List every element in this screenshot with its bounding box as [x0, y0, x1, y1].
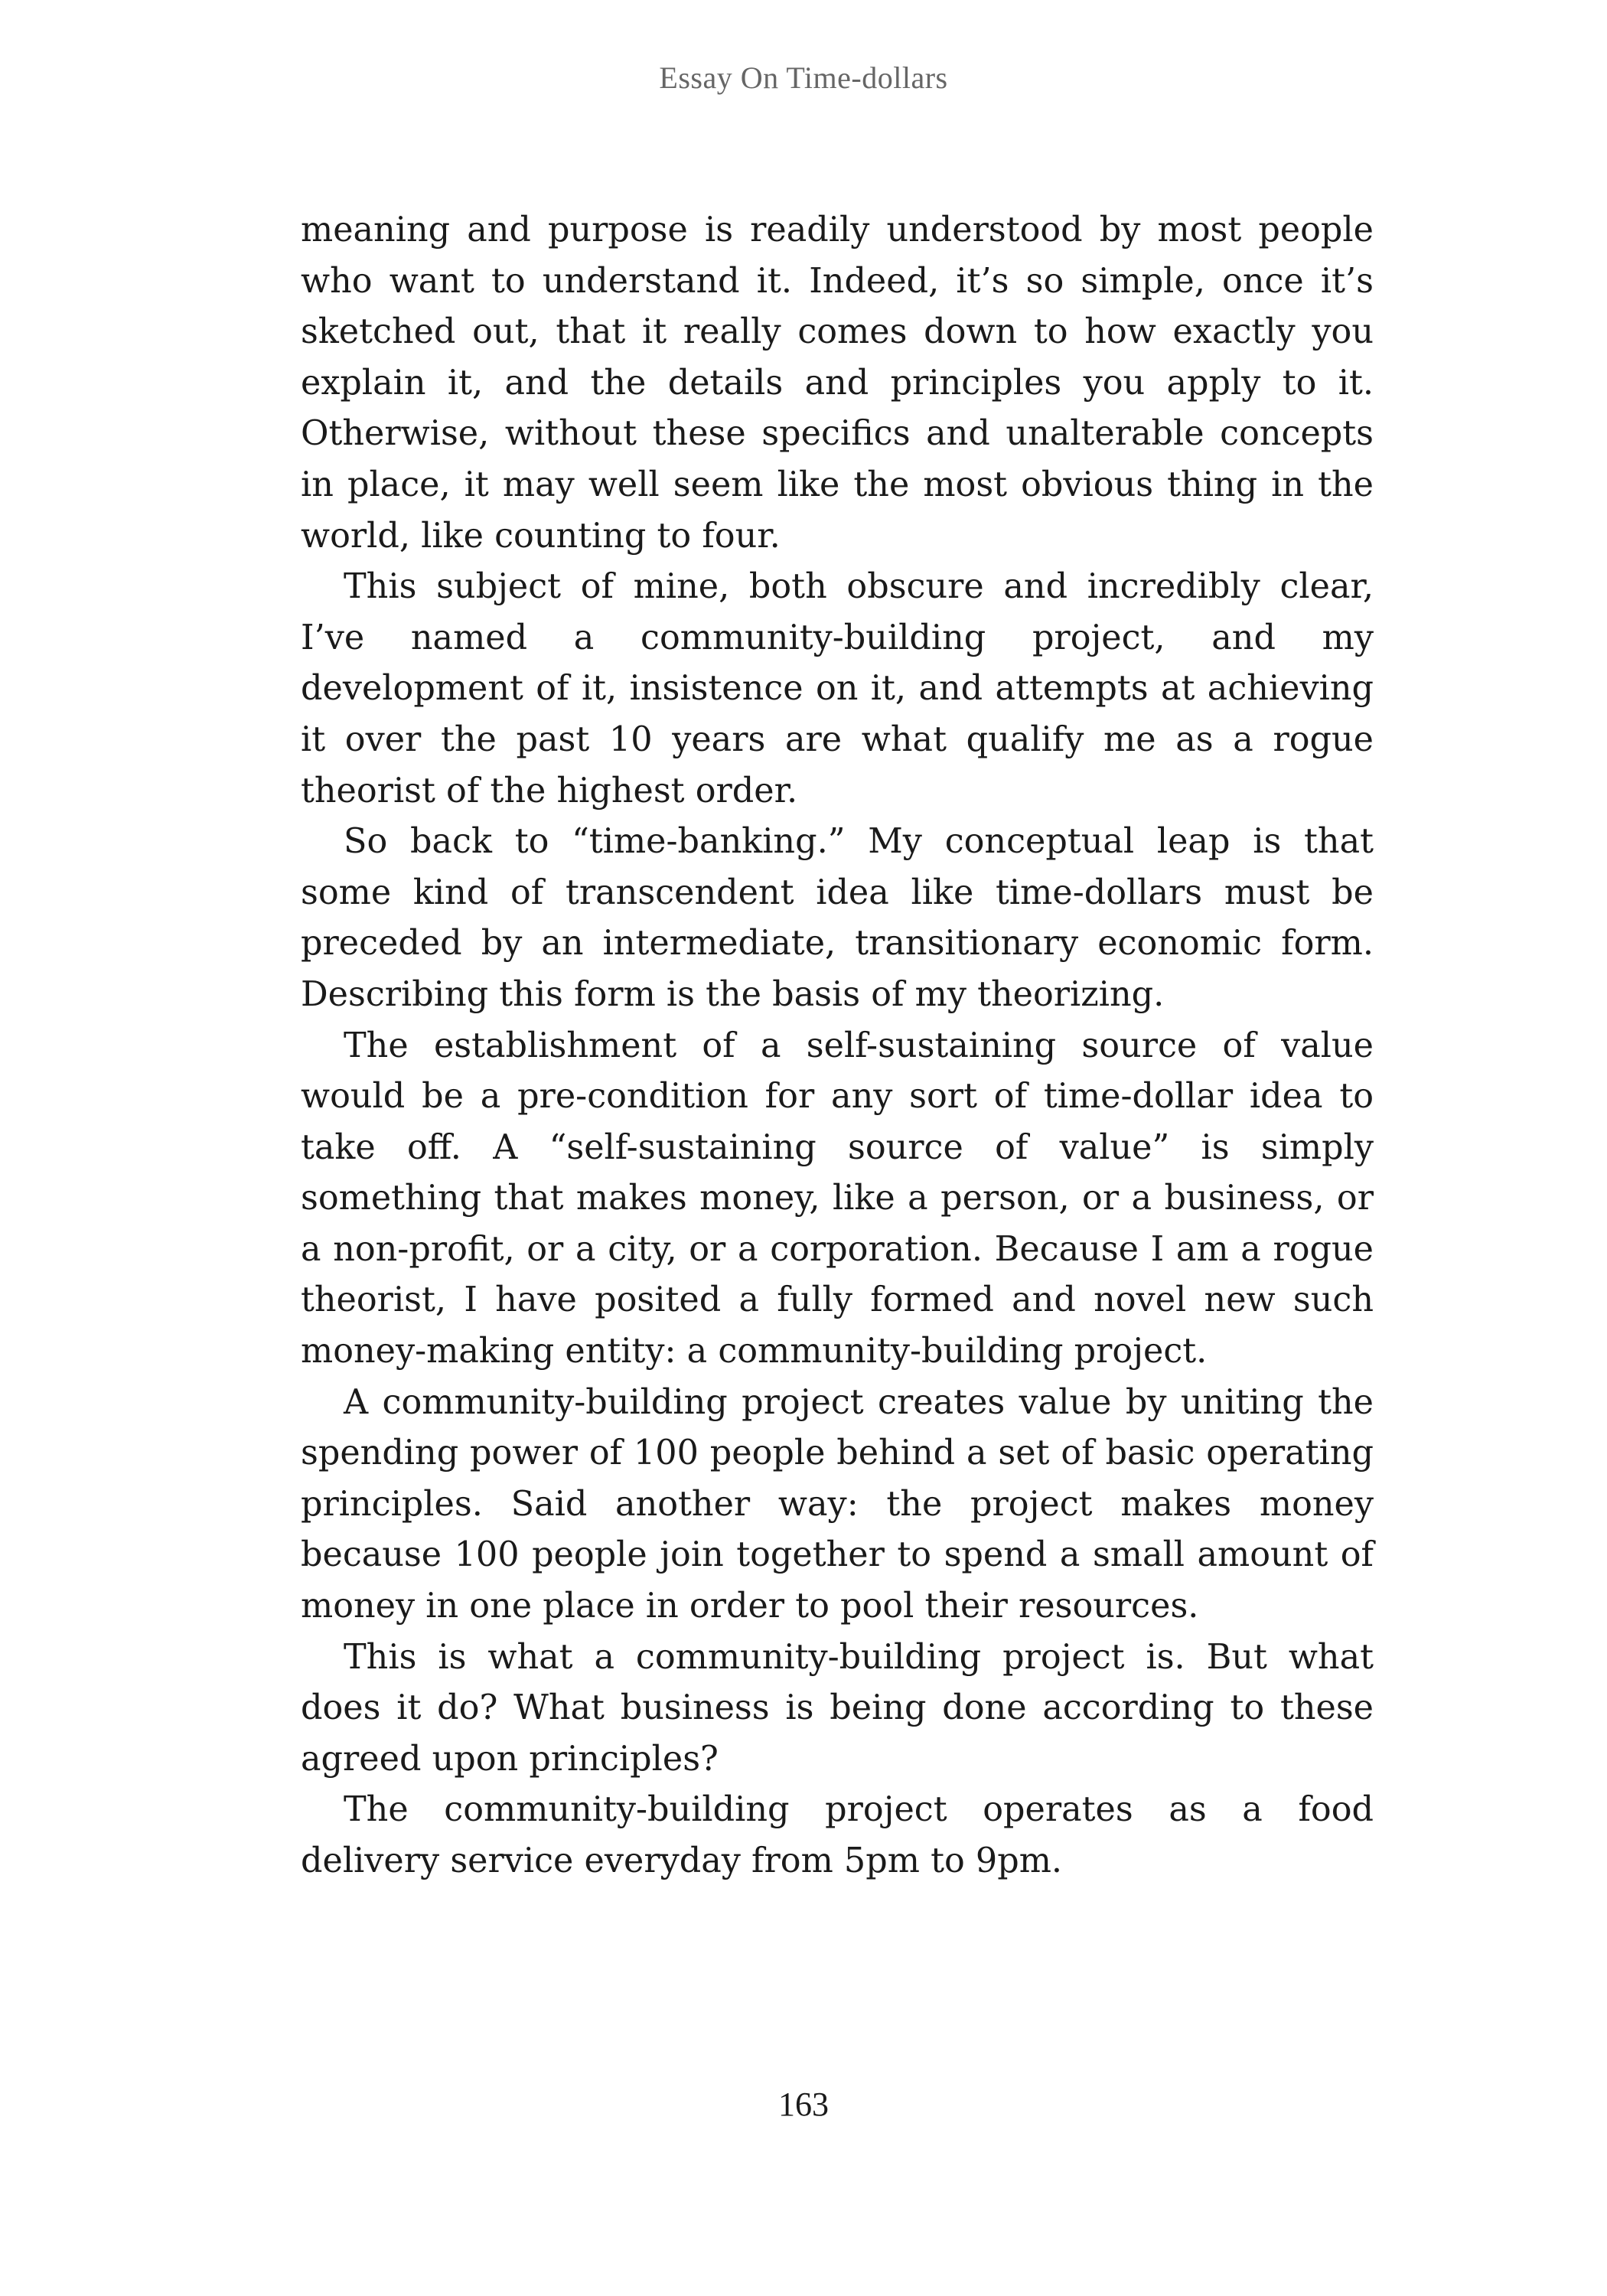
paragraph-7: The community-building project operates as a food delivery service everyday from 5pm to 9pm.: [301, 1790, 1374, 1880]
running-header: Essay On Time-dollars: [659, 60, 948, 95]
paragraph-6: This is what a community-building project is. But what does it do? What business is being done according to these agreed upon principles?: [301, 1637, 1374, 1779]
paragraph-4: The establishment of a self-sustaining source of value would be a pre-condition for any sort of time-dollar idea to take off. A “self-sustaining source of value” is simply something that makes money, like a person, or a business, or a non-profit, or a city, or a corporation. Because I am a rogue theorist, I have posited a fully formed and novel new such money-making entity: a community-building project.: [301, 1026, 1374, 1371]
body-text: [301, 205, 1374, 1887]
paragraph-3: So back to “time-banking.” My conceptual leap is that some kind of transcendent idea like time-dollars must be preceded by an intermediate, transitionary economic form. Describing this form is the basis of my theorizing.: [301, 822, 1374, 1014]
paragraph-1: meaning and purpose is readily understood by most people who want to understand it. Indeed, it’s so simple, once it’s sketched out, that it really comes down to how exactly you explain it, and the details and principles you apply to it. Otherwise, without these specifics and unalterable concepts in place, it may well seem like the most obvious thing in the world, like counting to four.: [301, 210, 1374, 556]
paragraph-5: A community-building project creates value by uniting the spending power of 100 people behind a set of basic operating principles. Said another way: the project makes money because 100 people join together to spend a small amount of money in one place in order to pool their resources.: [301, 1382, 1374, 1626]
page-number: 163: [778, 2086, 829, 2123]
paragraph-2: This subject of mine, both obscure and incredibly clear, I’ve named a community-building project, and my development of it, insistence on it, and attempts at achieving it over the past 10 years are what qualify me as a rogue theorist of the highest order.: [301, 567, 1374, 810]
